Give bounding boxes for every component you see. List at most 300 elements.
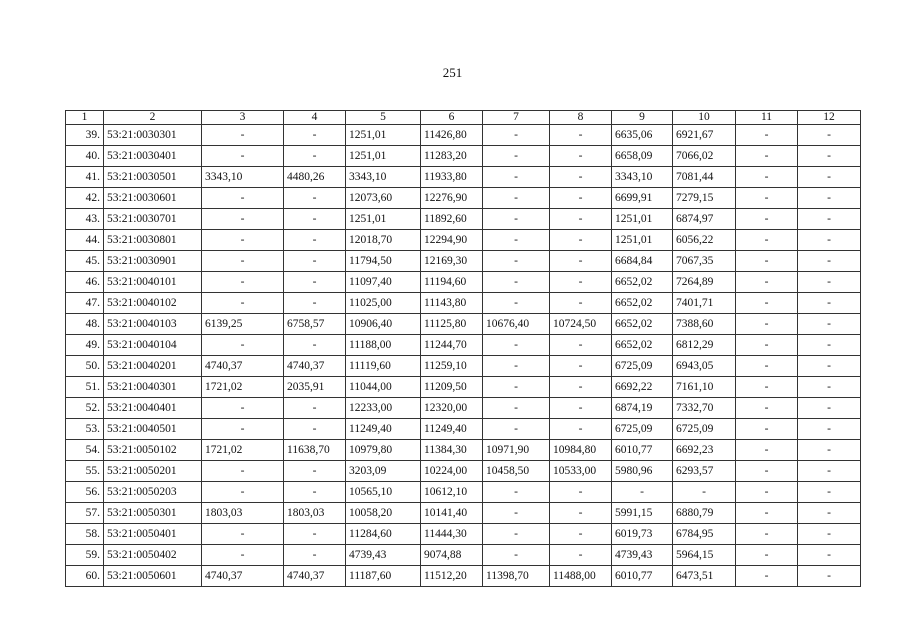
column-header-3: 3: [202, 111, 284, 125]
row-number-cell: 54.: [66, 440, 104, 461]
value-cell: 6684,84: [612, 251, 673, 272]
column-header-10: 10: [673, 111, 736, 125]
row-number-cell: 52.: [66, 398, 104, 419]
value-cell: -: [798, 167, 861, 188]
value-cell: -: [736, 419, 798, 440]
value-cell: 3203,09: [346, 461, 421, 482]
cadastral-code-cell: 53:21:0040501: [104, 419, 202, 440]
value-cell: -: [736, 188, 798, 209]
value-cell: -: [798, 482, 861, 503]
value-cell: -: [483, 482, 550, 503]
value-cell: 6725,09: [673, 419, 736, 440]
value-cell: -: [483, 272, 550, 293]
value-cell: -: [798, 566, 861, 587]
value-cell: -: [736, 524, 798, 545]
value-cell: 7332,70: [673, 398, 736, 419]
value-cell: 12018,70: [346, 230, 421, 251]
value-cell: -: [202, 188, 284, 209]
value-cell: 6056,22: [673, 230, 736, 251]
value-cell: 12320,00: [421, 398, 483, 419]
value-cell: -: [550, 419, 612, 440]
value-cell: 1251,01: [346, 209, 421, 230]
value-cell: 11638,70: [284, 440, 346, 461]
value-cell: 6658,09: [612, 146, 673, 167]
row-number-cell: 40.: [66, 146, 104, 167]
value-cell: -: [736, 482, 798, 503]
table-row: [66, 461, 861, 482]
value-cell: 11187,60: [346, 566, 421, 587]
header-row: [66, 111, 861, 125]
value-cell: -: [798, 545, 861, 566]
value-cell: -: [550, 209, 612, 230]
value-cell: -: [550, 356, 612, 377]
value-cell: 7388,60: [673, 314, 736, 335]
value-cell: -: [202, 524, 284, 545]
value-cell: 10676,40: [483, 314, 550, 335]
value-cell: 6758,57: [284, 314, 346, 335]
value-cell: -: [798, 524, 861, 545]
value-cell: -: [284, 398, 346, 419]
value-cell: -: [550, 503, 612, 524]
column-header-11: 11: [736, 111, 798, 125]
value-cell: -: [483, 503, 550, 524]
value-cell: 10979,80: [346, 440, 421, 461]
value-cell: -: [736, 461, 798, 482]
value-cell: 10906,40: [346, 314, 421, 335]
column-header-2: 2: [104, 111, 202, 125]
value-cell: -: [736, 314, 798, 335]
value-cell: -: [483, 377, 550, 398]
value-cell: -: [483, 230, 550, 251]
value-cell: -: [284, 293, 346, 314]
table-row: [66, 503, 861, 524]
row-number-cell: 41.: [66, 167, 104, 188]
value-cell: -: [550, 125, 612, 146]
table-row: [66, 251, 861, 272]
value-cell: 10971,90: [483, 440, 550, 461]
value-cell: 12233,00: [346, 398, 421, 419]
value-cell: -: [798, 230, 861, 251]
cadastral-code-cell: 53:21:0050301: [104, 503, 202, 524]
data-table: [65, 110, 861, 587]
cadastral-code-cell: 53:21:0030801: [104, 230, 202, 251]
cadastral-code-cell: 53:21:0030401: [104, 146, 202, 167]
value-cell: 1721,02: [202, 440, 284, 461]
value-cell: 6652,02: [612, 335, 673, 356]
value-cell: 7264,89: [673, 272, 736, 293]
value-cell: -: [202, 419, 284, 440]
column-header-1: 1: [66, 111, 104, 125]
value-cell: 11488,00: [550, 566, 612, 587]
row-number-cell: 44.: [66, 230, 104, 251]
value-cell: 4740,37: [202, 356, 284, 377]
value-cell: -: [483, 146, 550, 167]
value-cell: -: [284, 125, 346, 146]
value-cell: 6010,77: [612, 440, 673, 461]
value-cell: 11398,70: [483, 566, 550, 587]
value-cell: 11244,70: [421, 335, 483, 356]
value-cell: 6139,25: [202, 314, 284, 335]
table-row: [66, 146, 861, 167]
value-cell: 6010,77: [612, 566, 673, 587]
value-cell: -: [798, 398, 861, 419]
cadastral-code-cell: 53:21:0040102: [104, 293, 202, 314]
value-cell: 10224,00: [421, 461, 483, 482]
value-cell: 6812,29: [673, 335, 736, 356]
value-cell: 4740,37: [202, 566, 284, 587]
value-cell: 10458,50: [483, 461, 550, 482]
value-cell: -: [736, 545, 798, 566]
table-row: [66, 167, 861, 188]
cadastral-code-cell: 53:21:0030501: [104, 167, 202, 188]
cadastral-code-cell: 53:21:0040103: [104, 314, 202, 335]
cadastral-code-cell: 53:21:0050203: [104, 482, 202, 503]
value-cell: -: [798, 272, 861, 293]
value-cell: -: [202, 251, 284, 272]
value-cell: -: [284, 335, 346, 356]
value-cell: 11444,30: [421, 524, 483, 545]
value-cell: -: [550, 524, 612, 545]
value-cell: 10724,50: [550, 314, 612, 335]
value-cell: -: [798, 377, 861, 398]
table-body: [66, 125, 861, 587]
value-cell: 11284,60: [346, 524, 421, 545]
value-cell: 7067,35: [673, 251, 736, 272]
value-cell: 11188,00: [346, 335, 421, 356]
value-cell: -: [202, 335, 284, 356]
value-cell: -: [483, 398, 550, 419]
cadastral-code-cell: 53:21:0040104: [104, 335, 202, 356]
column-header-9: 9: [612, 111, 673, 125]
value-cell: 10141,40: [421, 503, 483, 524]
value-cell: -: [550, 335, 612, 356]
value-cell: -: [284, 188, 346, 209]
cadastral-code-cell: 53:21:0050201: [104, 461, 202, 482]
value-cell: -: [202, 125, 284, 146]
table-row: [66, 188, 861, 209]
value-cell: 2035,91: [284, 377, 346, 398]
value-cell: -: [736, 293, 798, 314]
value-cell: -: [483, 251, 550, 272]
value-cell: 11892,60: [421, 209, 483, 230]
value-cell: -: [284, 251, 346, 272]
value-cell: -: [483, 545, 550, 566]
value-cell: 11194,60: [421, 272, 483, 293]
value-cell: 6921,67: [673, 125, 736, 146]
value-cell: 1251,01: [612, 230, 673, 251]
table-row: [66, 440, 861, 461]
value-cell: -: [736, 272, 798, 293]
value-cell: 11794,50: [346, 251, 421, 272]
row-number-cell: 49.: [66, 335, 104, 356]
value-cell: 7066,02: [673, 146, 736, 167]
table-row: [66, 482, 861, 503]
value-cell: -: [798, 125, 861, 146]
value-cell: 6725,09: [612, 356, 673, 377]
value-cell: 5980,96: [612, 461, 673, 482]
row-number-cell: 39.: [66, 125, 104, 146]
row-number-cell: 47.: [66, 293, 104, 314]
value-cell: -: [798, 188, 861, 209]
value-cell: 6874,97: [673, 209, 736, 230]
table-row: [66, 419, 861, 440]
value-cell: 3343,10: [346, 167, 421, 188]
value-cell: 7279,15: [673, 188, 736, 209]
row-number-cell: 51.: [66, 377, 104, 398]
value-cell: 12294,90: [421, 230, 483, 251]
value-cell: -: [483, 356, 550, 377]
value-cell: -: [483, 167, 550, 188]
value-cell: -: [202, 230, 284, 251]
row-number-cell: 45.: [66, 251, 104, 272]
column-header-6: 6: [421, 111, 483, 125]
value-cell: 6652,02: [612, 314, 673, 335]
value-cell: 6880,79: [673, 503, 736, 524]
value-cell: -: [798, 440, 861, 461]
column-header-12: 12: [798, 111, 861, 125]
value-cell: 12073,60: [346, 188, 421, 209]
value-cell: -: [202, 293, 284, 314]
value-cell: 6692,23: [673, 440, 736, 461]
value-cell: -: [736, 503, 798, 524]
value-cell: -: [550, 545, 612, 566]
cadastral-code-cell: 53:21:0050401: [104, 524, 202, 545]
value-cell: -: [736, 566, 798, 587]
value-cell: 12276,90: [421, 188, 483, 209]
value-cell: -: [550, 272, 612, 293]
table-row: [66, 356, 861, 377]
value-cell: -: [550, 398, 612, 419]
value-cell: 11283,20: [421, 146, 483, 167]
value-cell: 10565,10: [346, 482, 421, 503]
value-cell: -: [736, 377, 798, 398]
value-cell: 6943,05: [673, 356, 736, 377]
value-cell: 3343,10: [202, 167, 284, 188]
value-cell: -: [483, 188, 550, 209]
row-number-cell: 57.: [66, 503, 104, 524]
value-cell: -: [284, 524, 346, 545]
value-cell: 6652,02: [612, 272, 673, 293]
value-cell: 10984,80: [550, 440, 612, 461]
row-number-cell: 58.: [66, 524, 104, 545]
value-cell: -: [284, 482, 346, 503]
value-cell: -: [284, 461, 346, 482]
value-cell: -: [202, 398, 284, 419]
cadastral-code-cell: 53:21:0040201: [104, 356, 202, 377]
value-cell: -: [736, 146, 798, 167]
value-cell: -: [550, 167, 612, 188]
value-cell: -: [798, 146, 861, 167]
value-cell: -: [284, 209, 346, 230]
value-cell: 4740,37: [284, 356, 346, 377]
value-cell: 10612,10: [421, 482, 483, 503]
value-cell: -: [736, 440, 798, 461]
value-cell: -: [736, 125, 798, 146]
value-cell: -: [798, 209, 861, 230]
cadastral-code-cell: 53:21:0030301: [104, 125, 202, 146]
value-cell: -: [550, 482, 612, 503]
value-cell: 6293,57: [673, 461, 736, 482]
row-number-cell: 55.: [66, 461, 104, 482]
value-cell: 1803,03: [202, 503, 284, 524]
value-cell: 4740,37: [284, 566, 346, 587]
value-cell: 6635,06: [612, 125, 673, 146]
value-cell: 10058,20: [346, 503, 421, 524]
value-cell: -: [202, 461, 284, 482]
table-row: [66, 272, 861, 293]
value-cell: 9074,88: [421, 545, 483, 566]
value-cell: 4739,43: [346, 545, 421, 566]
table-row: [66, 524, 861, 545]
value-cell: -: [550, 293, 612, 314]
cadastral-code-cell: 53:21:0040401: [104, 398, 202, 419]
value-cell: 11119,60: [346, 356, 421, 377]
value-cell: -: [284, 419, 346, 440]
value-cell: 11249,40: [346, 419, 421, 440]
value-cell: -: [284, 272, 346, 293]
table-row: [66, 209, 861, 230]
value-cell: 7401,71: [673, 293, 736, 314]
table-row: [66, 398, 861, 419]
value-cell: -: [736, 398, 798, 419]
value-cell: -: [483, 209, 550, 230]
value-cell: 6874,19: [612, 398, 673, 419]
column-header-7: 7: [483, 111, 550, 125]
value-cell: 11143,80: [421, 293, 483, 314]
value-cell: 7081,44: [673, 167, 736, 188]
value-cell: 6019,73: [612, 524, 673, 545]
value-cell: -: [284, 230, 346, 251]
table-row: [66, 566, 861, 587]
value-cell: -: [736, 209, 798, 230]
row-number-cell: 48.: [66, 314, 104, 335]
value-cell: 6692,22: [612, 377, 673, 398]
value-cell: -: [736, 251, 798, 272]
value-cell: -: [550, 188, 612, 209]
value-cell: 6784,95: [673, 524, 736, 545]
value-cell: 11384,30: [421, 440, 483, 461]
table-row: [66, 335, 861, 356]
value-cell: 11933,80: [421, 167, 483, 188]
value-cell: -: [550, 377, 612, 398]
value-cell: 11097,40: [346, 272, 421, 293]
value-cell: -: [736, 167, 798, 188]
value-cell: 5964,15: [673, 545, 736, 566]
value-cell: -: [798, 314, 861, 335]
value-cell: -: [483, 335, 550, 356]
cadastral-code-cell: 53:21:0040301: [104, 377, 202, 398]
value-cell: 5991,15: [612, 503, 673, 524]
value-cell: -: [550, 230, 612, 251]
value-cell: -: [483, 293, 550, 314]
value-cell: 4480,26: [284, 167, 346, 188]
row-number-cell: 50.: [66, 356, 104, 377]
value-cell: -: [202, 272, 284, 293]
row-number-cell: 59.: [66, 545, 104, 566]
table-row: [66, 230, 861, 251]
table-row: [66, 293, 861, 314]
value-cell: 11249,40: [421, 419, 483, 440]
value-cell: 1803,03: [284, 503, 346, 524]
value-cell: 1251,01: [612, 209, 673, 230]
cadastral-code-cell: 53:21:0050601: [104, 566, 202, 587]
value-cell: -: [202, 209, 284, 230]
value-cell: -: [673, 482, 736, 503]
value-cell: -: [550, 251, 612, 272]
value-cell: 11426,80: [421, 125, 483, 146]
value-cell: -: [798, 461, 861, 482]
table-row: [66, 377, 861, 398]
value-cell: 11125,80: [421, 314, 483, 335]
value-cell: -: [550, 146, 612, 167]
value-cell: 11025,00: [346, 293, 421, 314]
row-number-cell: 53.: [66, 419, 104, 440]
value-cell: -: [798, 251, 861, 272]
value-cell: 4739,43: [612, 545, 673, 566]
row-number-cell: 60.: [66, 566, 104, 587]
cadastral-code-cell: 53:21:0030901: [104, 251, 202, 272]
value-cell: -: [798, 356, 861, 377]
value-cell: -: [483, 524, 550, 545]
table-row: [66, 314, 861, 335]
cadastral-code-cell: 53:21:0030601: [104, 188, 202, 209]
cadastral-code-cell: 53:21:0050402: [104, 545, 202, 566]
value-cell: 6725,09: [612, 419, 673, 440]
value-cell: -: [202, 482, 284, 503]
row-number-cell: 46.: [66, 272, 104, 293]
column-header-4: 4: [284, 111, 346, 125]
table-row: [66, 125, 861, 146]
cadastral-code-cell: 53:21:0040101: [104, 272, 202, 293]
value-cell: 10533,00: [550, 461, 612, 482]
value-cell: 11209,50: [421, 377, 483, 398]
value-cell: 7161,10: [673, 377, 736, 398]
value-cell: 12169,30: [421, 251, 483, 272]
row-number-cell: 43.: [66, 209, 104, 230]
value-cell: 6699,91: [612, 188, 673, 209]
value-cell: -: [202, 146, 284, 167]
value-cell: -: [284, 545, 346, 566]
value-cell: 6473,51: [673, 566, 736, 587]
row-number-cell: 42.: [66, 188, 104, 209]
value-cell: -: [798, 293, 861, 314]
value-cell: -: [736, 356, 798, 377]
value-cell: 1721,02: [202, 377, 284, 398]
cadastral-code-cell: 53:21:0050102: [104, 440, 202, 461]
value-cell: 1251,01: [346, 125, 421, 146]
page-number: 251: [442, 65, 463, 80]
value-cell: 11512,20: [421, 566, 483, 587]
value-cell: -: [483, 125, 550, 146]
value-cell: -: [798, 335, 861, 356]
table-row: [66, 545, 861, 566]
value-cell: -: [798, 503, 861, 524]
column-header-5: 5: [346, 111, 421, 125]
row-number-cell: 56.: [66, 482, 104, 503]
cadastral-code-cell: 53:21:0030701: [104, 209, 202, 230]
value-cell: -: [736, 230, 798, 251]
value-cell: -: [284, 146, 346, 167]
value-cell: 1251,01: [346, 146, 421, 167]
value-cell: -: [202, 545, 284, 566]
value-cell: 11044,00: [346, 377, 421, 398]
value-cell: 6652,02: [612, 293, 673, 314]
value-cell: 3343,10: [612, 167, 673, 188]
value-cell: -: [736, 335, 798, 356]
value-cell: -: [612, 482, 673, 503]
value-cell: -: [483, 419, 550, 440]
value-cell: 11259,10: [421, 356, 483, 377]
